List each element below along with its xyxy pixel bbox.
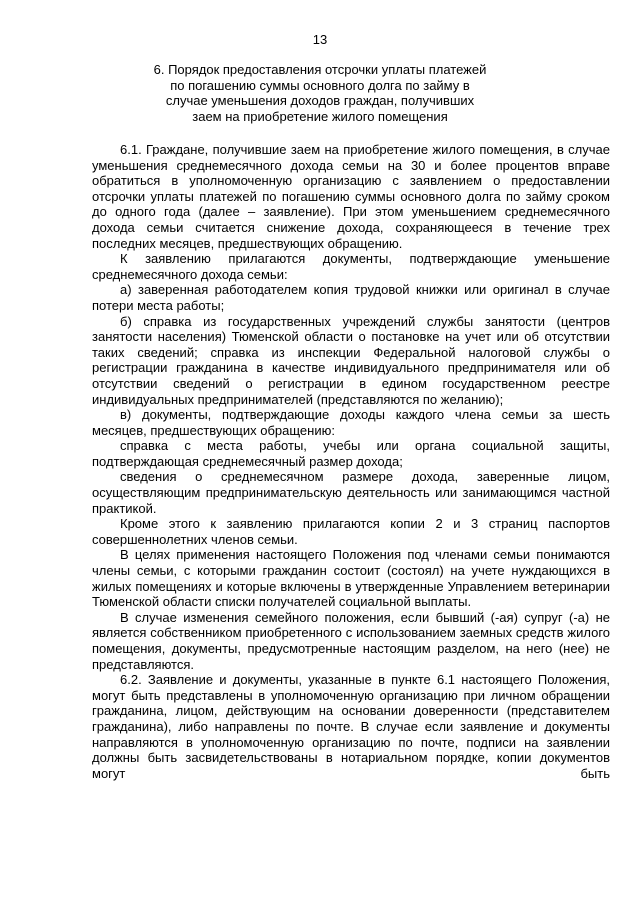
paragraph: В случае изменения семейного положения, если бывший (-ая) супруг (-а) не является собственником приобретенного с использованием заемных средств жилого помещения, документы, предусмотренные настоящим разделом, на него (нее) не представляются.: [92, 609, 610, 672]
paragraph: а) заверенная работодателем копия трудовой книжки или оригинал в случае потери места работы;: [92, 282, 610, 313]
paragraph: 6.2. Заявление и документы, указанные в пункте 6.1 настоящего Положения, могут быть представлены в уполномоченную организацию при личном обращении гражданина, лицом, действующим на основании доверенности (представителем гражданина), либо направлены по почте. В случае если заявление и документы направляются в уполномоченную организацию по почте, подписи на заявлении должны быть засвидетельствованы в нотариальном порядке, копии документов могут быть: [92, 672, 610, 781]
paragraph: Кроме этого к заявлению прилагаются копии 2 и 3 страниц паспортов совершеннолетних членов семьи.: [92, 516, 610, 547]
paragraph: В целях применения настоящего Положения под членами семьи понимаются члены семьи, с которыми гражданин состоит (состоял) на учете нуждающихся в жилых помещениях и которые включены в утвержденные Управлением ветеринарии Тюменской области списки получателей социальной выплаты.: [92, 547, 610, 610]
paragraph: в) документы, подтверждающие доходы каждого члена семьи за шесть месяцев, предшествующих обращению:: [92, 407, 610, 438]
paragraph: К заявлению прилагаются документы, подтверждающие уменьшение среднемесячного дохода семьи:: [92, 251, 610, 282]
section-title: 6. Порядок предоставления отсрочки уплаты платежей по погашению суммы основного долга по займу в случае уменьшения доходов граждан, получивших заем на приобретение жилого помещения: [153, 62, 487, 124]
paragraph: б) справка из государственных учреждений службы занятости (центров занятости населения) Тюменской области о постановке на учет или об отсутствии таких сведений; справка из инспекции Федеральной налоговой службы о регистрации гражданина в качестве индивидуального предпринимателя или об отсутствии сведений о регистрации в едином государственном реестре индивидуальных предпринимателей (представляются по желанию);: [92, 313, 610, 407]
paragraph: 6.1. Граждане, получившие заем на приобретение жилого помещения, в случае уменьшения среднемесячного дохода семьи на 30 и более процентов вправе обратиться в уполномоченную организацию с заявлением о предоставлении отсрочки уплаты платежей по погашению суммы основного долга по займу сроком до одного года (далее – заявление). При этом уменьшением среднемесячного дохода семьи считается снижение дохода, сохраняющееся в течение трех последних месяцев, предшествующих обращению.: [92, 142, 610, 251]
paragraph: справка с места работы, учебы или органа социальной защиты, подтверждающая среднемесячный размер дохода;: [92, 438, 610, 469]
document-body: [92, 142, 610, 781]
paragraph: сведения о среднемесячном размере дохода, заверенные лицом, осуществляющим предпринимательскую деятельность или занимающимся частной практикой.: [92, 469, 610, 516]
page-number: 13: [312, 32, 328, 47]
